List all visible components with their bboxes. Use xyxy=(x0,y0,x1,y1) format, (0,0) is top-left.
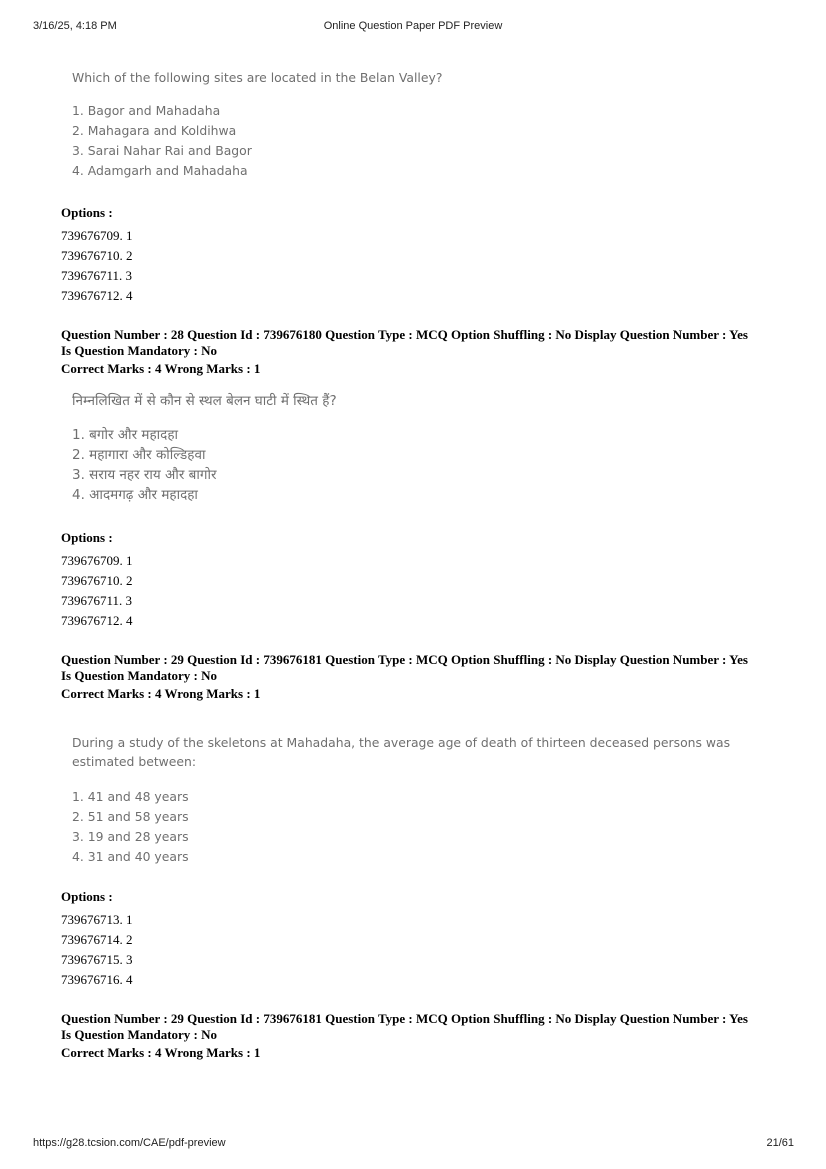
header-datetime: 3/16/25, 4:18 PM xyxy=(33,20,117,32)
question-choice: 3. 19 and 28 years xyxy=(72,829,189,844)
question-choice: 4. Adamgarh and Mahadaha xyxy=(72,163,248,178)
options-block xyxy=(61,205,781,306)
option-item: 739676710. 2 xyxy=(61,573,133,588)
options-block xyxy=(61,530,781,631)
question-choices xyxy=(72,425,337,505)
question-choice: 2. 51 and 58 years xyxy=(72,809,189,824)
question-choice: 3. Sarai Nahar Rai and Bagor xyxy=(72,143,252,158)
option-item: 739676709. 1 xyxy=(61,228,133,243)
question-stem: Which of the following sites are located in the Belan Valley? xyxy=(72,70,443,85)
question-meta-line: Question Number : 29 Question Id : 739676181 Question Type : MCQ Option Shuffling : No Display Question Number : Yes xyxy=(61,1011,748,1026)
footer-url[interactable]: https://g28.tcsion.com/CAE/pdf-preview xyxy=(33,1137,226,1149)
question-image-english-29 xyxy=(72,733,730,867)
question-choice: 4. 31 and 40 years xyxy=(72,849,189,864)
question-choice: 3. सराय नहर राय और बागोर xyxy=(72,467,217,483)
question-stem-line: estimated between: xyxy=(72,754,197,769)
option-item: 739676712. 4 xyxy=(61,613,133,628)
question-choice: 2. Mahagara and Koldihwa xyxy=(72,123,237,138)
question-image-english-27 xyxy=(72,68,442,181)
options-title: Options : xyxy=(61,205,113,220)
question-image-hindi-28 xyxy=(72,392,337,505)
marks-line: Correct Marks : 4 Wrong Marks : 1 xyxy=(61,360,261,376)
question-choice: 2. महागारा और कोल्डिहवा xyxy=(72,447,206,463)
option-item: 739676712. 4 xyxy=(61,288,133,303)
option-item: 739676716. 4 xyxy=(61,972,133,987)
marks-line: Correct Marks : 4 Wrong Marks : 1 xyxy=(61,685,261,701)
question-meta-line: Question Number : 29 Question Id : 739676181 Question Type : MCQ Option Shuffling : No Display Question Number : Yes xyxy=(61,652,748,667)
mandatory-line: Is Question Mandatory : No xyxy=(61,342,218,358)
options-list xyxy=(61,910,781,990)
question-meta-line: Question Number : 28 Question Id : 739676180 Question Type : MCQ Option Shuffling : No Display Question Number : Yes xyxy=(61,327,748,342)
question-choices xyxy=(72,101,442,181)
question-choice: 1. Bagor and Mahadaha xyxy=(72,103,221,118)
marks-line: Correct Marks : 4 Wrong Marks : 1 xyxy=(61,1044,261,1060)
options-list xyxy=(61,226,781,306)
mandatory-line: Is Question Mandatory : No xyxy=(61,667,218,683)
question-meta-28 xyxy=(61,327,781,376)
option-item: 739676710. 2 xyxy=(61,248,133,263)
header-title: Online Question Paper PDF Preview xyxy=(323,20,503,32)
options-title: Options : xyxy=(61,530,113,545)
options-title: Options : xyxy=(61,889,113,904)
option-item: 739676713. 1 xyxy=(61,912,133,927)
option-item: 739676715. 3 xyxy=(61,952,133,967)
options-block xyxy=(61,889,781,990)
options-list xyxy=(61,551,781,631)
question-choice: 1. बगोर और महादहा xyxy=(72,427,178,443)
option-item: 739676714. 2 xyxy=(61,932,133,947)
question-choice: 1. 41 and 48 years xyxy=(72,789,189,804)
question-choice: 4. आदमगढ़ और महादहा xyxy=(72,487,198,503)
mandatory-line: Is Question Mandatory : No xyxy=(61,1026,218,1042)
page-number: 21/61 xyxy=(766,1137,794,1149)
question-stem-line: During a study of the skeletons at Mahadaha, the average age of death of thirteen deceased persons was xyxy=(72,735,731,750)
question-meta-29-next xyxy=(61,1011,781,1060)
option-item: 739676711. 3 xyxy=(61,593,133,608)
question-stem: निम्नलिखित में से कौन से स्थल बेलन घाटी में स्थित हैं? xyxy=(72,393,337,409)
option-item: 739676711. 3 xyxy=(61,268,133,283)
question-choices xyxy=(72,787,730,867)
option-item: 739676709. 1 xyxy=(61,553,133,568)
question-meta-29 xyxy=(61,652,781,701)
